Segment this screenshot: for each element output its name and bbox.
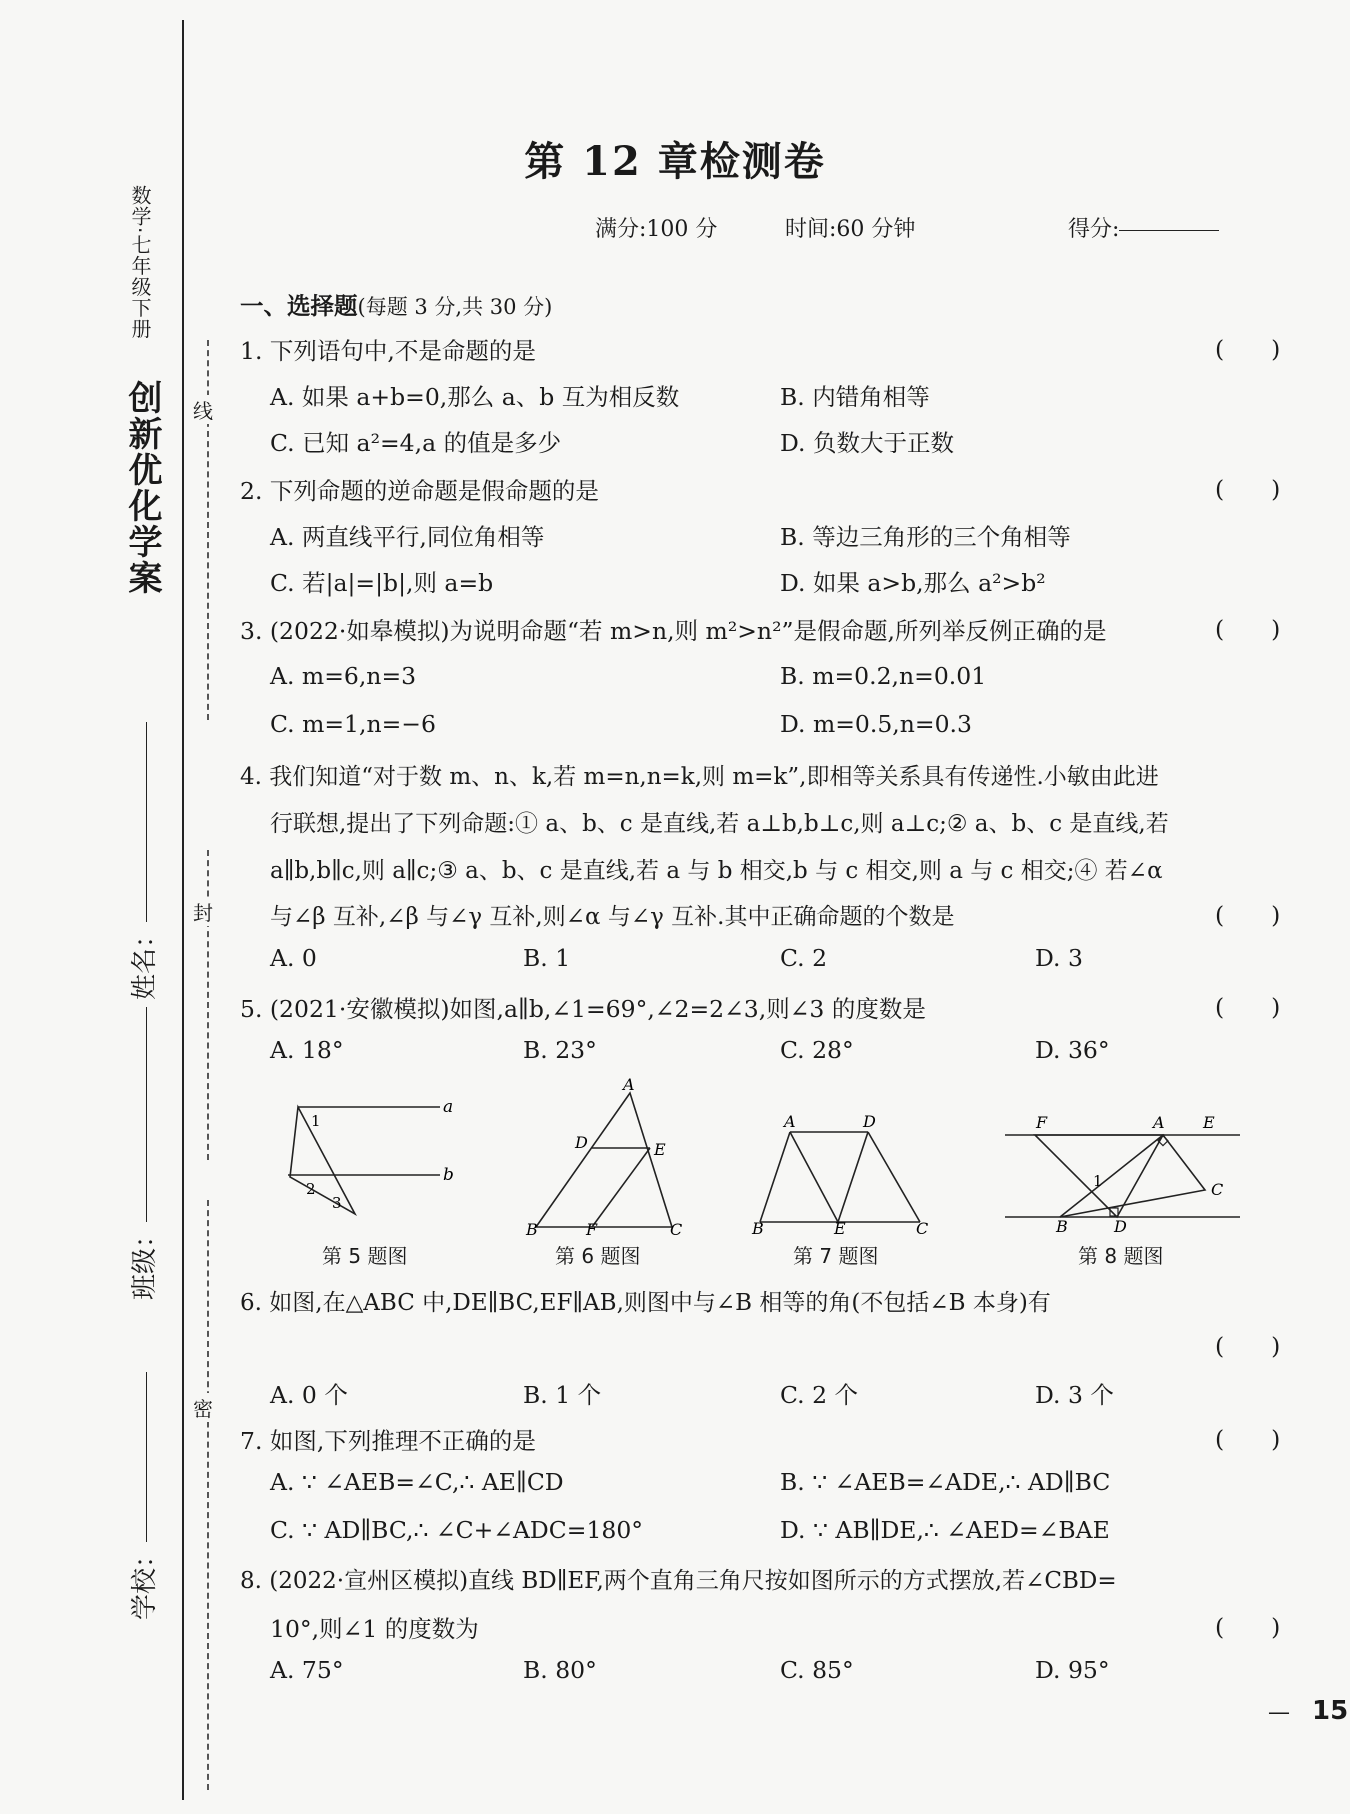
name-label: 姓名：	[130, 921, 160, 1000]
q5-option-b: B. 23°	[523, 1036, 597, 1064]
school-blank[interactable]	[145, 1372, 147, 1542]
q3-option-d: D. m=0.5,n=0.3	[780, 710, 972, 738]
q2-option-c: C. 若|a|=|b|,则 a=b	[270, 569, 494, 597]
q7-option-c: C. ∵ AD∥BC,∴ ∠C+∠ADC=180°	[270, 1516, 644, 1544]
q7-answer-paren[interactable]: ( )	[1215, 1425, 1281, 1453]
q2-option-b: B. 等边三角形的三个角相等	[780, 523, 1071, 551]
q7-option-d: D. ∵ AB∥DE,∴ ∠AED=∠BAE	[780, 1516, 1110, 1544]
q3-stem: 3. (2022·如皋模拟)为说明命题“若 m>n,则 m²>n²”是假命题,所列举反例正确的是	[240, 617, 1107, 645]
fig7-label-B: B	[752, 1219, 764, 1235]
binding-line	[182, 20, 184, 1800]
fig8-label-B: B	[1056, 1217, 1068, 1235]
figure-7-diagram	[750, 1110, 930, 1235]
fig7-label-D: D	[863, 1112, 876, 1131]
class-field[interactable]	[124, 1007, 161, 1300]
q7-option-b: B. ∵ ∠AEB=∠ADE,∴ AD∥BC	[780, 1468, 1111, 1496]
cut-dashed-line-bottom	[207, 1200, 209, 1790]
q7-option-a: A. ∵ ∠AEB=∠C,∴ AE∥CD	[270, 1468, 564, 1496]
q5-option-d: D. 36°	[1035, 1036, 1110, 1064]
name-blank[interactable]	[145, 722, 147, 922]
q4-option-b: B. 1	[523, 944, 571, 972]
q1-option-a: A. 如果 a+b=0,那么 a、b 互为相反数	[270, 383, 680, 411]
q3-option-c: C. m=1,n=−6	[270, 710, 436, 738]
cut-label-line: 线	[193, 395, 213, 424]
section-note: (每题 3 分,共 30 分)	[357, 295, 553, 319]
page-number: 15	[1312, 1696, 1349, 1726]
q6-option-a: A. 0 个	[270, 1381, 348, 1409]
q4-line-4: 与∠β 互补,∠β 与∠γ 互补,则∠α 与∠γ 互补.其中正确命题的个数是	[270, 904, 955, 930]
q1-option-b: B. 内错角相等	[780, 383, 930, 411]
figure-6-caption: 第 6 题图	[555, 1244, 641, 1268]
fig7-label-A: A	[784, 1112, 796, 1131]
q1-option-c: C. 已知 a²=4,a 的值是多少	[270, 429, 562, 457]
q2-stem: 2. 下列命题的逆命题是假命题的是	[240, 477, 599, 505]
q5-answer-paren[interactable]: ( )	[1215, 993, 1281, 1021]
fig6-label-F: F	[586, 1220, 598, 1235]
q6-stem: 6. 如图,在△ABC 中,DE∥BC,EF∥AB,则图中与∠B 相等的角(不包括∠B 本身)有	[240, 1290, 1051, 1316]
q4-line-3: a∥b,b∥c,则 a∥c;③ a、b、c 是直线,若 a 与 b 相交,b 与 c 相交,则 a 与 c 相交;④ 若∠α	[270, 858, 1163, 884]
q6-option-c: C. 2 个	[780, 1381, 859, 1409]
q4-option-d: D. 3	[1035, 944, 1083, 972]
section-title: 一、选择题	[240, 292, 358, 320]
q6-answer-paren[interactable]: ( )	[1215, 1332, 1281, 1360]
class-blank[interactable]	[145, 1007, 147, 1222]
q2-option-d: D. 如果 a>b,那么 a²>b²	[780, 569, 1046, 597]
figure-6-diagram	[520, 1075, 690, 1235]
q1-stem: 1. 下列语句中,不是命题的是	[240, 337, 536, 365]
q3-answer-paren[interactable]: ( )	[1215, 615, 1281, 643]
q6-option-b: B. 1 个	[523, 1381, 602, 1409]
q7-stem: 7. 如图,下列推理不正确的是	[240, 1427, 536, 1455]
fig5-label-b: b	[443, 1165, 454, 1185]
fig8-label-C: C	[1211, 1180, 1224, 1199]
q4-option-a: A. 0	[270, 944, 317, 972]
q5-option-c: C. 28°	[780, 1036, 854, 1064]
full-marks: 满分:100 分	[595, 217, 718, 242]
q4-line-2: 行联想,提出了下列命题:① a、b、c 是直线,若 a⊥b,b⊥c,则 a⊥c;② a、b、c 是直线,若	[270, 811, 1169, 837]
fig6-label-A: A	[623, 1075, 635, 1094]
fig7-label-C: C	[916, 1219, 929, 1235]
fig5-label-2: 2	[306, 1180, 316, 1198]
page-title: 第 12 章检测卷	[524, 138, 826, 185]
score-label: 得分:	[1068, 217, 1120, 242]
q2-option-a: A. 两直线平行,同位角相等	[270, 523, 545, 551]
q8-line-1: 8. (2022·宣州区模拟)直线 BD∥EF,两个直角三角尺按如图所示的方式摆放,若∠CBD=	[240, 1568, 1117, 1594]
cut-label-secret: 密	[193, 1393, 213, 1422]
fig6-label-C: C	[670, 1220, 683, 1235]
school-label: 学校：	[130, 1541, 160, 1620]
fig6-label-E: E	[654, 1140, 666, 1159]
q4-option-c: C. 2	[780, 944, 828, 972]
q8-option-c: C. 85°	[780, 1656, 854, 1684]
fig8-label-D: D	[1114, 1217, 1127, 1235]
class-label: 班级：	[130, 1221, 160, 1300]
q8-option-a: A. 75°	[270, 1656, 344, 1684]
school-field[interactable]	[124, 1372, 161, 1620]
q5-option-a: A. 18°	[270, 1036, 344, 1064]
brand-logo: 创新优化学案	[122, 380, 162, 596]
time-limit: 时间:60 分钟	[785, 217, 916, 242]
fig7-label-E: E	[834, 1219, 846, 1235]
figure-8-caption: 第 8 题图	[1078, 1244, 1164, 1268]
q8-option-d: D. 95°	[1035, 1656, 1110, 1684]
score-field[interactable]	[1068, 212, 1219, 243]
q5-stem: 5. (2021·安徽模拟)如图,a∥b,∠1=69°,∠2=2∠3,则∠3 的度数是	[240, 995, 926, 1023]
q3-option-b: B. m=0.2,n=0.01	[780, 662, 987, 690]
fig6-label-D: D	[575, 1133, 588, 1152]
q4-line-1: 4. 我们知道“对于数 m、n、k,若 m=n,n=k,则 m=k”,即相等关系具有传递性.小敏由此进	[240, 764, 1159, 790]
fig8-label-A: A	[1153, 1113, 1165, 1132]
section-heading	[240, 287, 552, 321]
figure-5-diagram	[280, 1090, 460, 1230]
q3-option-a: A. m=6,n=3	[270, 662, 417, 690]
fig5-label-1: 1	[311, 1112, 321, 1130]
q8-option-b: B. 80°	[523, 1656, 597, 1684]
figure-8-diagram	[1000, 1110, 1250, 1235]
fig5-label-3: 3	[332, 1194, 342, 1212]
q4-answer-paren[interactable]: ( )	[1215, 901, 1281, 929]
q2-answer-paren[interactable]: ( )	[1215, 475, 1281, 503]
fig6-label-B: B	[526, 1220, 538, 1235]
score-blank[interactable]	[1119, 229, 1219, 231]
fig8-label-F: F	[1036, 1113, 1048, 1132]
q6-option-d: D. 3 个	[1035, 1381, 1114, 1409]
book-subtitle: 数学·七年级下册	[128, 185, 152, 340]
q8-line-2: 10°,则∠1 的度数为	[270, 1615, 479, 1643]
fig8-label-1: 1	[1093, 1172, 1103, 1190]
fig8-label-E: E	[1203, 1113, 1215, 1132]
name-field[interactable]	[124, 722, 161, 1000]
figure-5-caption: 第 5 题图	[322, 1244, 408, 1268]
q1-answer-paren[interactable]: ( )	[1215, 335, 1281, 363]
cut-label-seal: 封	[193, 897, 213, 926]
fig5-label-a: a	[443, 1097, 454, 1117]
q8-answer-paren[interactable]: ( )	[1215, 1613, 1281, 1641]
footer-dash: —	[1268, 1700, 1290, 1725]
figure-7-caption: 第 7 题图	[793, 1244, 879, 1268]
q1-option-d: D. 负数大于正数	[780, 429, 954, 457]
